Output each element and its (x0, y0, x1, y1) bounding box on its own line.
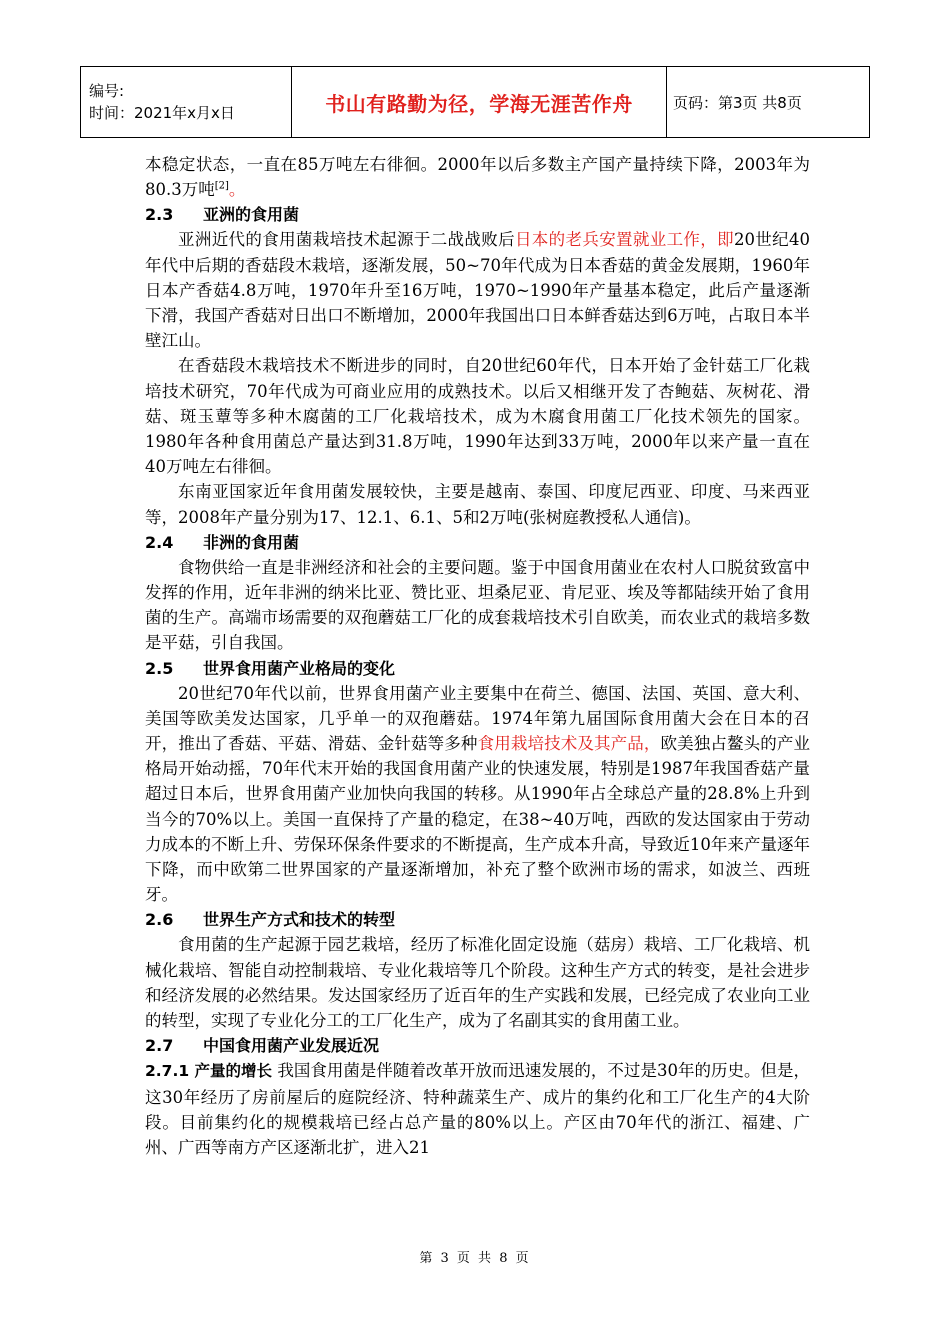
paragraph-asia-1: 亚洲近代的食用菌栽培技术起源于二战战败后日本的老兵安置就业工作，即20世纪40年代中后期的香菇段木栽培，逐渐发展，50~70年代成为日本香菇的黄金发展期，1960年日本产香菇4.8万吨，1970年升至16万吨，1970~1990年产量基本稳定，此后产量逐渐下滑，我国产香菇对日出口不断增加，2000年我国出口日本鲜香菇达到6万吨，占取日本半壁江山。 (145, 230, 811, 351)
header-page-label: 页码：第3页 共8页 (667, 67, 870, 138)
citation-ref[interactable]: [2] (214, 180, 229, 192)
paragraph-continued: 本稳定状态，一直在85万吨左右徘徊。2000年以后多数主产国产量持续下降，2003年为80.3万吨[2]。 (145, 155, 810, 200)
paragraph-transition: 食用菌的生产起源于园艺栽培，经历了标准化固定设施（菇房）栽培、工厂化栽培、机械化栽培、智能自动控制栽培、专业化栽培等几个阶段。这种生产方式的转变，是社会进步和经济发展的必然结果。发达国家经历了近百年的生产实践和发展，已经完成了农业向工业的转型，实现了专业化分工的工厂化生产，成为了名副其实的食用菌工业。 (145, 935, 810, 1031)
header-meta-cell (81, 67, 292, 138)
section-heading-2-5: 2.5 世界食用菌产业格局的变化 (145, 658, 396, 678)
paragraph-asia-3: 东南亚国家近年食用菌发展较快，主要是越南、泰国、印度尼西亚、印度、马来西亚等，2008年产量分别为17、12.1、6.1、5和2万吨(张树庭教授私人通信)。 (145, 482, 810, 527)
header-motto: 书山有路勤为径，学海无涯苦作舟 (292, 67, 667, 138)
page-footer: 第 3 页 共 8 页 (419, 1251, 531, 1266)
page-header (80, 66, 870, 138)
document-body (145, 152, 810, 1160)
paragraph-china-growth: 2.7.1 产量的增长 我国食用菌是伴随着改革开放而迅速发展的，不过是30年的历史。但是，这30年经历了房前屋后的庭院经济、特种蔬菜生产、成片的集约化和工厂化生产的4大阶段。目前集约化的规模栽培已经占总产量的80%以上。产区由70年代的浙江、福建、广州、广西等南方产区逐渐北扩，进入21 (145, 1061, 810, 1157)
section-heading-2-7: 2.7 中国食用菌产业发展近况 (145, 1036, 380, 1056)
paragraph-africa: 食物供给一直是非洲经济和社会的主要问题。鉴于中国食用菌业在农村人口脱贫致富中发挥的作用，近年非洲的纳米比亚、赞比亚、坦桑尼亚、肯尼亚、埃及等都陆续开始了食用菌的生产。高端市场需要的双孢蘑菇工厂化的成套栽培技术引自欧美，而农业式的栽培多数是平菇，引自我国。 (145, 557, 810, 653)
section-heading-2-3: 2.3 亚洲的食用菌 (145, 205, 300, 225)
doc-code-label: 编号: (89, 82, 125, 100)
section-heading-2-4: 2.4 非洲的食用菌 (145, 532, 300, 552)
paragraph-pattern: 20世纪70年代以前，世界食用菌产业主要集中在荷兰、德国、法国、英国、意大利、美国等欧美发达国家，几乎单一的双孢蘑菇。1974年第九届国际食用菌大会在日本的召开，推出了香菇、平菇、滑菇、金针菇等多种食用栽培技术及其产品，欧美独占鳌头的产业格局开始动摇，70年代末开始的我国食用菌产业的快速发展，特别是1987年我国香菇产量超过日本后，世界食用菌产业加快向我国的转移。从1990年占全球总产量的28.8%上升到当今的70%以上。美国一直保持了产量的稳定，在38~40万吨，西欧的发达国家由于劳动力成本的不断上升、劳保环保条件要求的不断提高，生产成本升高，导致近10年来产量逐年下降，而中欧第二世界国家的产量逐渐增加，补充了整个欧洲市场的需求，如波兰、西班牙。 (145, 683, 811, 905)
doc-time-label: 时间：2021年x月x日 (89, 104, 235, 122)
paragraph-asia-2: 在香菇段木栽培技术不断进步的同时，自20世纪60年代，日本开始了金针菇工厂化栽培技术研究，70年代成为可商业应用的成熟技术。以后又相继开发了杏鲍菇、灰树花、滑菇、斑玉蕈等多种木腐菌的工厂化栽培技术，成为木腐食用菌工厂化技术领先的国家。1980年各种食用菌总产量达到31.8万吨，1990年达到33万吨，2000年以来产量一直在40万吨左右徘徊。 (145, 356, 810, 477)
subsection-heading-2-7-1: 2.7.1 产量的增长 (145, 1062, 273, 1081)
section-heading-2-6: 2.6 世界生产方式和技术的转型 (145, 910, 396, 930)
